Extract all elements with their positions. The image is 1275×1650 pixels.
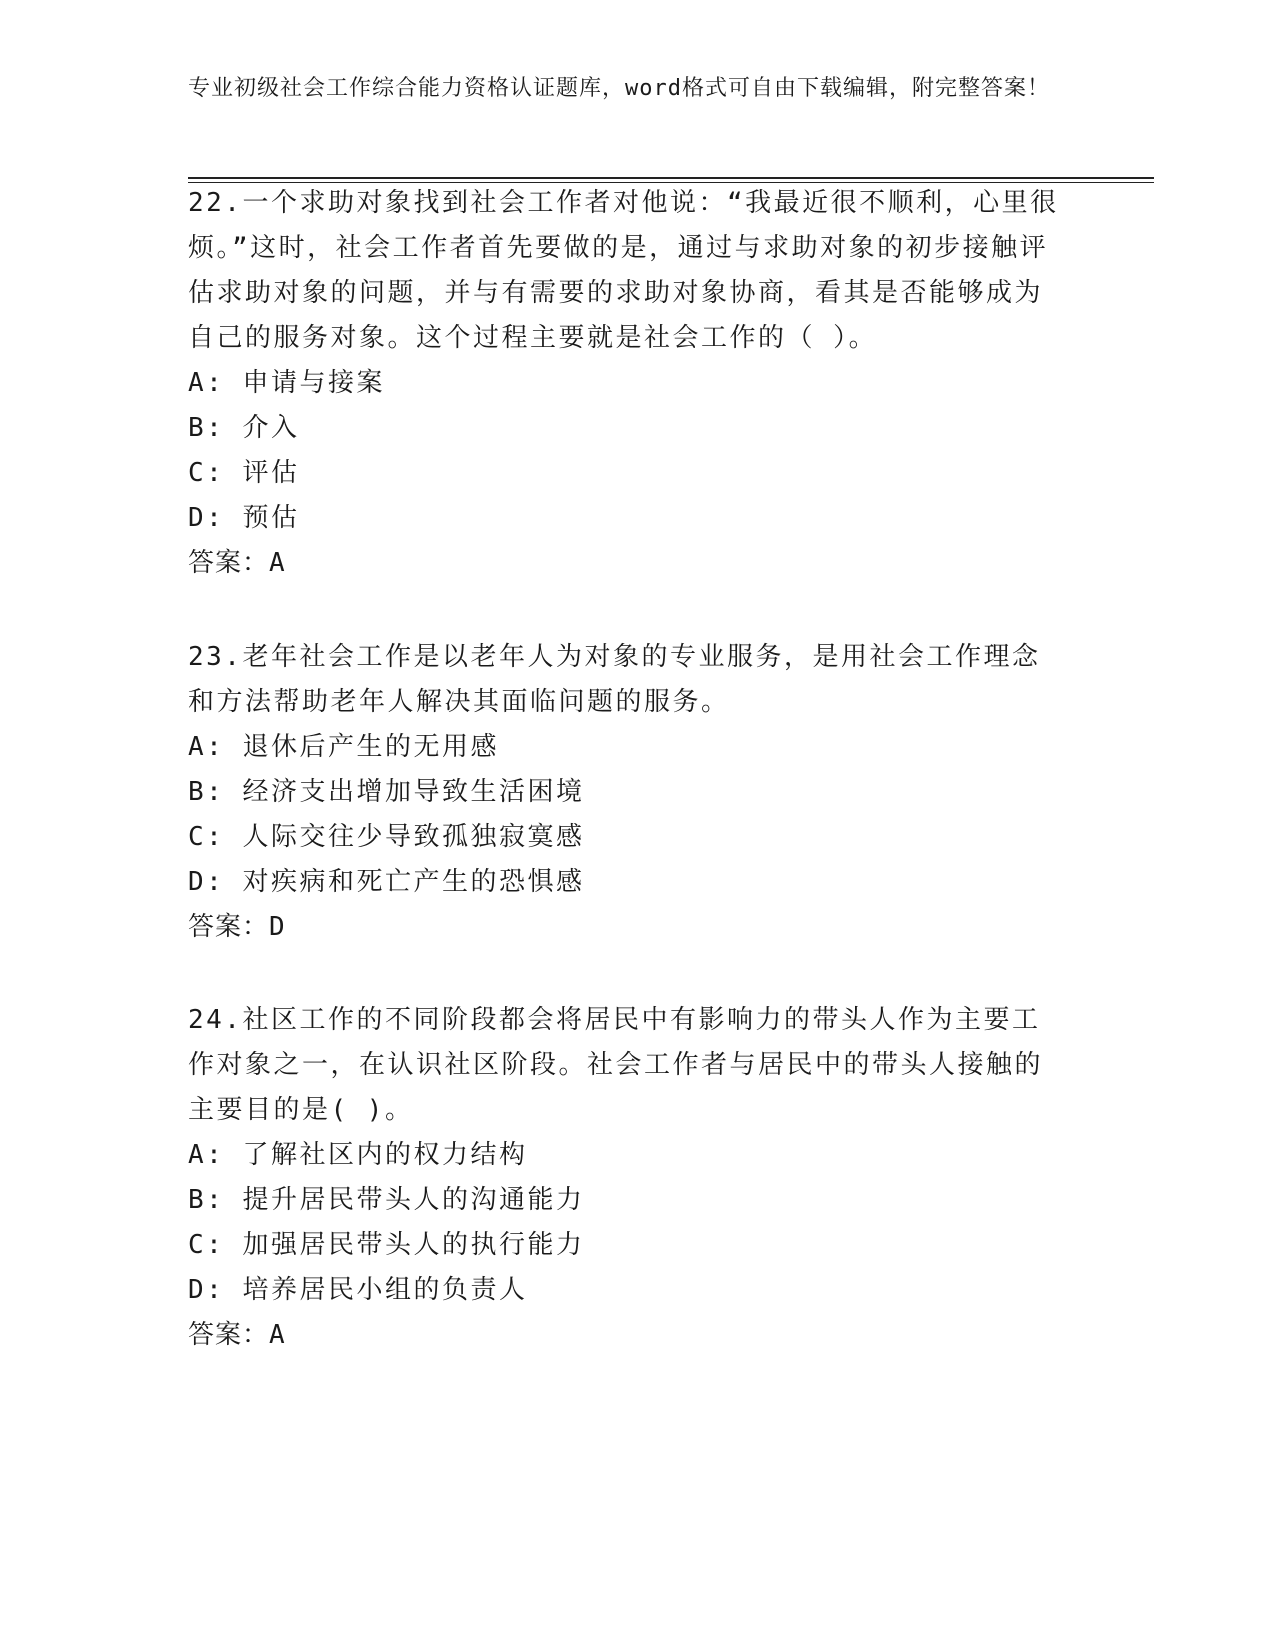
option-b: B: 经济支出增加导致生活困境 [188, 777, 585, 807]
option-a: A: 了解社区内的权力结构 [188, 1140, 528, 1170]
answer [188, 1313, 1068, 1358]
option-d: D: 对疾病和死亡产生的恐惧感 [188, 867, 585, 897]
answer [188, 905, 1068, 950]
option-c: C: 人际交往少导致孤独寂寞感 [188, 822, 585, 852]
question-23 [188, 635, 1068, 950]
answer [188, 541, 1068, 586]
answer-label: 答案： [188, 1320, 270, 1350]
answer-value: D [269, 912, 286, 942]
option-d: D: 预估 [188, 503, 300, 533]
answer-label: 答案： [188, 912, 270, 942]
option-b: B: 提升居民带头人的沟通能力 [188, 1185, 585, 1215]
question-24 [188, 998, 1068, 1358]
option-c: C: 评估 [188, 458, 300, 488]
answer-value: A [269, 1320, 286, 1350]
question-22 [188, 181, 1068, 586]
option-a: A: 退休后产生的无用感 [188, 732, 499, 762]
option-d: D: 培养居民小组的负责人 [188, 1275, 528, 1305]
option-b: B: 介入 [188, 413, 300, 443]
answer-label: 答案： [188, 548, 270, 578]
question-stem: 23.老年社会工作是以老年人为对象的专业服务，是用社会工作理念和方法帮助老年人解决其面临问题的服务。 [188, 642, 1041, 717]
question-stem: 24.社区工作的不同阶段都会将居民中有影响力的带头人作为主要工作对象之一，在认识社区阶段。社会工作者与居民中的带头人接触的主要目的是( )。 [188, 1005, 1044, 1125]
answer-value: A [269, 548, 286, 578]
option-a: A: 申请与接案 [188, 368, 385, 398]
question-stem: 22.一个求助对象找到社会工作者对他说：“我最近很不顺利，心里很烦。”这时，社会工作者首先要做的是，通过与求助对象的初步接触评估求助对象的问题，并与有需要的求助对象协商，看其是否能够成为自己的服务对象。这个过程主要就是社会工作的（ ）。 [188, 188, 1059, 353]
option-c: C: 加强居民带头人的执行能力 [188, 1230, 585, 1260]
document-header: 专业初级社会工作综合能力资格认证题库，word格式可自由下载编辑，附完整答案！ [188, 76, 1050, 101]
